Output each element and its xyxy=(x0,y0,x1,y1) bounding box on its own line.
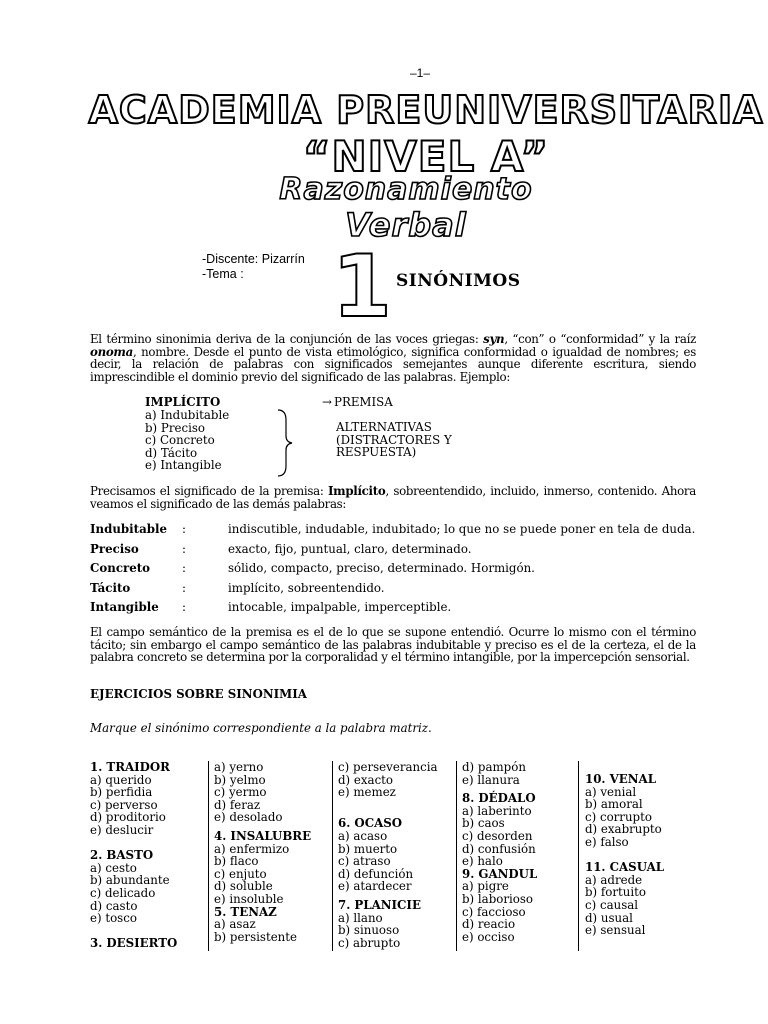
exercise-option: b) persistente xyxy=(214,929,297,944)
column-divider xyxy=(332,761,333,951)
exercise-column-4 xyxy=(462,761,537,943)
exercise-option: a) asaz xyxy=(214,917,256,932)
exercise-option: a) querido xyxy=(90,772,152,787)
exercise-option: a) llano xyxy=(338,910,383,925)
exercise-column-1 xyxy=(90,761,177,950)
exercise-option: c) causal xyxy=(585,897,639,912)
example-option: b) Preciso xyxy=(145,420,205,435)
column-divider xyxy=(456,761,457,951)
exercise-question: 3. DESIERTO xyxy=(90,936,178,951)
exercises-instruction: Marque el sinónimo correspondiente a la palabra matriz. xyxy=(90,721,432,735)
exercise-option: b) laborioso xyxy=(462,891,534,906)
academy-level: “NIVEL A” xyxy=(302,132,550,181)
example-option: a) Indubitable xyxy=(145,408,230,422)
exercise-option: b) flaco xyxy=(214,854,259,869)
exercise-option: a) adrede xyxy=(585,872,643,887)
exercise-option: e) sensual xyxy=(585,923,646,938)
exercise-option: a) pigre xyxy=(462,879,509,894)
exercise-option: d) feraz xyxy=(214,797,261,812)
arrow-icon: → xyxy=(322,395,332,409)
exercise-option: a) cesto xyxy=(90,860,137,875)
exercise-option: d) proditorio xyxy=(90,810,166,825)
exercise-option: d) casto xyxy=(90,898,138,913)
exercise-option: c) enjuto xyxy=(214,866,267,881)
exercise-option: d) reacio xyxy=(462,917,516,932)
brace-icon xyxy=(276,408,294,478)
exercise-option: b) yelmo xyxy=(214,772,266,787)
subject-title-line1: Razonamiento xyxy=(279,172,533,207)
exercise-question: 7. PLANICIE xyxy=(338,897,421,912)
column-divider xyxy=(578,761,579,951)
exercise-option: b) abundante xyxy=(90,873,170,888)
exercise-option: d) exabrupto xyxy=(585,822,662,837)
exercise-option: e) tosco xyxy=(90,911,137,926)
exercise-column-5 xyxy=(585,773,664,937)
intro-paragraph: El término sinonimia deriva de la conjunción de las voces griegas: syn, “con” o “conformidad” y la raíz onoma, nombre. Desde el punto de vista etimológico, significa conformidad o igualdad de nombres; es decir, la relación de palabras con significados semejantes aunque diferente escritura, siendo imprescindible el dominio previo del significado de las palabras. Ejemplo: xyxy=(90,332,696,384)
exercise-option: c) yermo xyxy=(214,785,267,800)
lesson-number: 1 xyxy=(332,237,393,337)
example-options xyxy=(145,409,229,472)
exercise-option: d) soluble xyxy=(214,879,273,894)
example-option: e) Intangible xyxy=(145,458,222,472)
exercise-question: 4. INSALUBRE xyxy=(214,828,312,843)
exercise-option: e) occiso xyxy=(462,929,515,944)
exercise-column-2 xyxy=(214,761,311,943)
exercise-option: a) enfermizo xyxy=(214,841,290,856)
exercise-question: 9. GANDUL xyxy=(462,866,538,881)
column-divider xyxy=(208,761,209,951)
exercise-option: e) atardecer xyxy=(338,879,412,894)
spacer xyxy=(338,799,438,812)
exercise-option: c) atraso xyxy=(338,854,391,869)
semantic-paragraph: El campo semántico de la premisa es el de lo que se supone entendió. Ocurre lo mismo con el término tácito; sin embargo el campo semántico de las palabras indubitable y preciso es el de la certeza, el de la palabra concreto se determina por la corporalidad y el término intangible, por la impercepción sensorial. xyxy=(90,625,696,665)
example-option: c) Concreto xyxy=(145,433,215,447)
exercise-option: d) usual xyxy=(585,910,633,925)
premise-paragraph: Precisamos el significado de la premisa: Implícito, sobreentendido, incluido, inmerso, contenido. Ahora veamos el significado de las demás palabras: xyxy=(90,484,696,511)
topic-title: SINÓNIMOS xyxy=(396,271,521,291)
exercise-question: 6. OCASO xyxy=(338,816,403,831)
exercise-option: b) sinuoso xyxy=(338,923,400,938)
exercise-question: 11. CASUAL xyxy=(585,860,665,875)
exercise-question: 1. TRAIDOR xyxy=(90,760,170,774)
exercises-heading: EJERCICIOS SOBRE SINONIMIA xyxy=(90,687,307,701)
exercise-option: b) caos xyxy=(462,816,505,831)
exercise-option: b) amoral xyxy=(585,797,643,812)
exercise-option: a) venial xyxy=(585,784,637,799)
premise-label: PREMISA xyxy=(334,395,393,409)
example-word: IMPLÍCITO xyxy=(145,395,221,409)
exercise-option: c) perseverancia xyxy=(338,760,438,774)
exercise-option: c) desorden xyxy=(462,828,533,843)
exercise-option: a) laberinto xyxy=(462,803,532,818)
exercise-option: e) insoluble xyxy=(214,891,284,906)
example-option: d) Tácito xyxy=(145,445,198,460)
exercise-option: b) muerto xyxy=(338,841,398,856)
exercise-column-3 xyxy=(338,761,438,949)
exercise-option: e) deslucir xyxy=(90,822,154,837)
subject-title-line2: Verbal xyxy=(345,206,467,244)
exercise-option: e) desolado xyxy=(214,810,283,825)
exercise-question: 8. DÉDALO xyxy=(462,791,536,806)
exercise-option: e) halo xyxy=(462,854,503,869)
exercise-option: e) llanura xyxy=(462,772,520,787)
exercise-option: b) perfidia xyxy=(90,785,153,800)
exercise-option: a) acaso xyxy=(338,828,388,843)
alternatives-label: ALTERNATIVAS (DISTRACTORES Y RESPUESTA) xyxy=(336,420,452,459)
exercise-option: e) falso xyxy=(585,834,629,849)
topic-label: -Tema : xyxy=(202,267,244,281)
exercise-option: c) abrupto xyxy=(338,935,401,950)
exercise-option: e) memez xyxy=(338,785,396,800)
exercise-option: a) yerno xyxy=(214,760,264,774)
student-name: -Discente: Pizarrín xyxy=(202,252,305,266)
page-number: –1– xyxy=(409,66,431,80)
exercise-option: c) faccioso xyxy=(462,904,526,919)
exercise-option: b) fortuito xyxy=(585,885,646,900)
exercise-option: d) exacto xyxy=(338,772,394,787)
exercise-question: 5. TENAZ xyxy=(214,904,277,919)
exercise-option: d) defunción xyxy=(338,866,414,881)
exercise-option: d) confusión xyxy=(462,841,536,856)
exercise-option: c) delicado xyxy=(90,885,156,900)
exercise-option: c) corrupto xyxy=(585,809,652,824)
exercise-question: 10. VENAL xyxy=(585,772,657,786)
exercise-question: 2. BASTO xyxy=(90,848,154,863)
exercise-option: d) pampón xyxy=(462,760,526,774)
academy-title: ACADEMIA PREUNIVERSITARIA xyxy=(88,88,764,132)
exercise-option: c) perverso xyxy=(90,797,158,812)
